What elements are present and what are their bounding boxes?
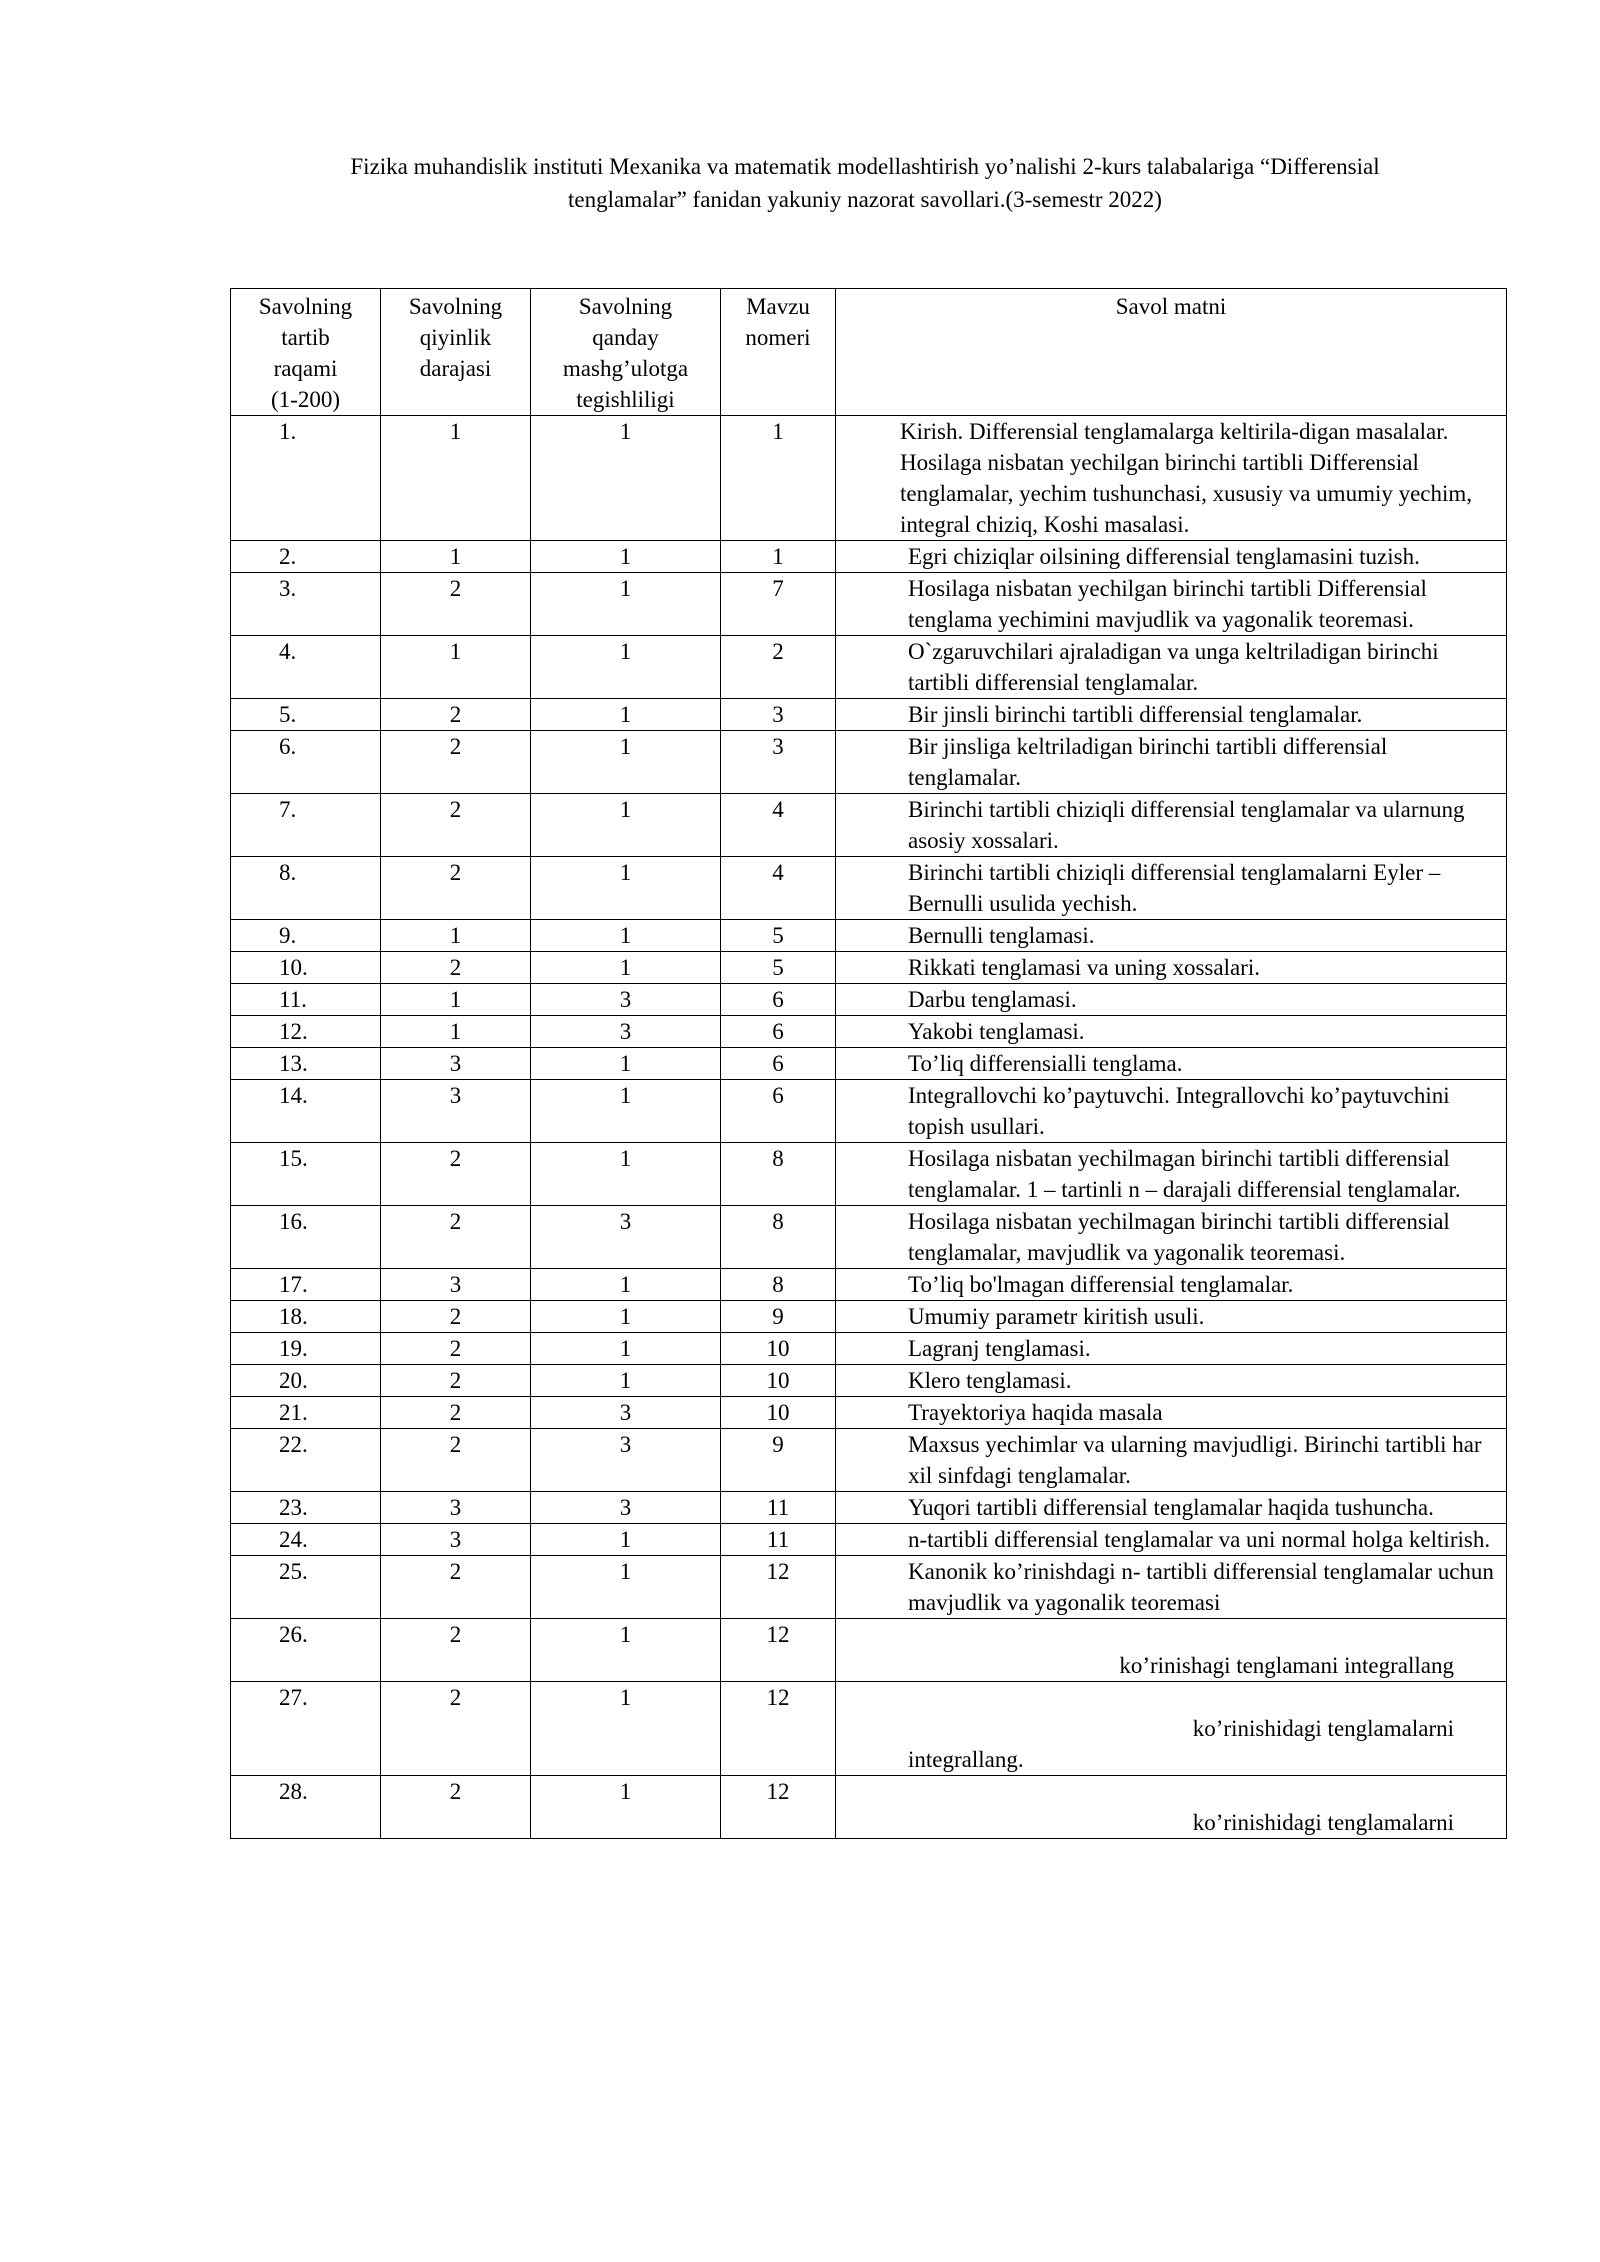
difficulty-cell: 2 xyxy=(381,1397,531,1429)
table-row xyxy=(231,1776,1507,1839)
difficulty-cell: 1 xyxy=(381,984,531,1016)
table-row xyxy=(231,1682,1507,1776)
topic-number-cell: 5 xyxy=(721,920,836,952)
session-type-cell: 1 xyxy=(531,636,721,699)
question-number-cell: 1. xyxy=(231,416,381,541)
session-type-cell: 1 xyxy=(531,699,721,731)
table-row xyxy=(231,1429,1507,1492)
session-type-cell: 3 xyxy=(531,1429,721,1492)
header-question-number: Savolning tartib raqami (1-200) xyxy=(231,289,381,416)
session-type-cell: 1 xyxy=(531,1333,721,1365)
difficulty-cell: 2 xyxy=(381,1556,531,1619)
topic-number-cell: 1 xyxy=(721,416,836,541)
topic-number-cell: 6 xyxy=(721,1080,836,1143)
question-text-cell: Trayektoriya haqida masala xyxy=(836,1397,1507,1429)
difficulty-cell: 2 xyxy=(381,731,531,794)
question-number-cell: 28. xyxy=(231,1776,381,1839)
difficulty-cell: 3 xyxy=(381,1492,531,1524)
difficulty-cell: 2 xyxy=(381,573,531,636)
title-line-2: tenglamalar” fanidan yakuniy nazorat savollari.(3-semestr 2022) xyxy=(568,187,1162,212)
question-text-cell: Integrallovchi ko’paytuvchi. Integrallovchi ko’paytuvchini topish usullari. xyxy=(836,1080,1507,1143)
table-row xyxy=(231,1619,1507,1682)
topic-number-cell: 12 xyxy=(721,1556,836,1619)
question-text-cell: Egri chiziqlar oilsining differensial tenglamasini tuzish. xyxy=(836,541,1507,573)
difficulty-cell: 3 xyxy=(381,1524,531,1556)
formula-placeholder xyxy=(908,1619,1494,1650)
topic-number-cell: 10 xyxy=(721,1365,836,1397)
difficulty-cell: 2 xyxy=(381,952,531,984)
session-type-cell: 1 xyxy=(531,1776,721,1839)
session-type-cell: 1 xyxy=(531,1269,721,1301)
difficulty-cell: 2 xyxy=(381,699,531,731)
difficulty-cell: 1 xyxy=(381,541,531,573)
question-text: ko’rinishidagi tenglamalarni xyxy=(1192,1716,1454,1741)
question-number-cell: 17. xyxy=(231,1269,381,1301)
session-type-cell: 1 xyxy=(531,541,721,573)
topic-number-cell: 3 xyxy=(721,731,836,794)
session-type-cell: 3 xyxy=(531,1492,721,1524)
table-row xyxy=(231,1206,1507,1269)
difficulty-cell: 2 xyxy=(381,1682,531,1776)
difficulty-cell: 3 xyxy=(381,1080,531,1143)
difficulty-cell: 2 xyxy=(381,1333,531,1365)
table-row xyxy=(231,984,1507,1016)
formula-placeholder xyxy=(908,1682,1494,1713)
question-number-cell: 16. xyxy=(231,1206,381,1269)
difficulty-cell: 3 xyxy=(381,1048,531,1080)
difficulty-cell: 2 xyxy=(381,857,531,920)
question-text-cell xyxy=(836,1776,1507,1839)
question-text-cell: Hosilaga nisbatan yechilmagan birinchi tartibli differensial tenglamalar. 1 – tartinli n – darajali differensial tenglamalar. xyxy=(836,1143,1507,1206)
difficulty-cell: 1 xyxy=(381,920,531,952)
table-row xyxy=(231,1365,1507,1397)
question-number-cell: 21. xyxy=(231,1397,381,1429)
question-number-cell: 27. xyxy=(231,1682,381,1776)
question-text-cell: To’liq differensialli tenglama. xyxy=(836,1048,1507,1080)
difficulty-cell: 2 xyxy=(381,1429,531,1492)
question-text-cell: Bir jinsli birinchi tartibli differensial tenglamalar. xyxy=(836,699,1507,731)
question-number-cell: 12. xyxy=(231,1016,381,1048)
topic-number-cell: 12 xyxy=(721,1682,836,1776)
question-number-cell: 4. xyxy=(231,636,381,699)
table-row xyxy=(231,416,1507,541)
difficulty-cell: 2 xyxy=(381,794,531,857)
question-text-cell: Birinchi tartibli chiziqli differensial tenglamalar va ularnung asosiy xossalari. xyxy=(836,794,1507,857)
question-text-cell: Umumiy parametr kiritish usuli. xyxy=(836,1301,1507,1333)
question-text-cell xyxy=(836,1619,1507,1682)
topic-number-cell: 9 xyxy=(721,1429,836,1492)
session-type-cell: 1 xyxy=(531,857,721,920)
table-header-row xyxy=(231,289,1507,416)
difficulty-cell: 2 xyxy=(381,1619,531,1682)
session-type-cell: 3 xyxy=(531,984,721,1016)
topic-number-cell: 1 xyxy=(721,541,836,573)
question-number-cell: 23. xyxy=(231,1492,381,1524)
question-number-cell: 11. xyxy=(231,984,381,1016)
session-type-cell: 1 xyxy=(531,1524,721,1556)
table-row xyxy=(231,1397,1507,1429)
topic-number-cell: 6 xyxy=(721,1016,836,1048)
topic-number-cell: 10 xyxy=(721,1333,836,1365)
table-row xyxy=(231,541,1507,573)
question-text-cell: Bernulli tenglamasi. xyxy=(836,920,1507,952)
title-line-1: Fizika muhandislik instituti Mexanika va matematik modellashtirish yo’nalishi 2-kurs talabalariga “Differensial xyxy=(350,154,1380,179)
table-row xyxy=(231,1048,1507,1080)
question-number-cell: 2. xyxy=(231,541,381,573)
question-number-cell: 26. xyxy=(231,1619,381,1682)
question-text-cell: O`zgaruvchilari ajraladigan va unga keltriladigan birinchi tartibli differensial tenglamalar. xyxy=(836,636,1507,699)
table-row xyxy=(231,699,1507,731)
topic-number-cell: 4 xyxy=(721,794,836,857)
session-type-cell: 1 xyxy=(531,1301,721,1333)
session-type-cell: 3 xyxy=(531,1206,721,1269)
question-number-cell: 10. xyxy=(231,952,381,984)
question-text-cell: Kanonik ko’rinishdagi n- tartibli differensial tenglamalar uchun mavjudlik va yagonalik teoremasi xyxy=(836,1556,1507,1619)
question-number-cell: 8. xyxy=(231,857,381,920)
topic-number-cell: 9 xyxy=(721,1301,836,1333)
question-number-cell: 3. xyxy=(231,573,381,636)
session-type-cell: 3 xyxy=(531,1016,721,1048)
table-row xyxy=(231,857,1507,920)
session-type-cell: 1 xyxy=(531,731,721,794)
table-row xyxy=(231,1016,1507,1048)
difficulty-cell: 3 xyxy=(381,1269,531,1301)
questions-table xyxy=(230,288,1507,1839)
document-title xyxy=(230,150,1500,216)
session-type-cell: 1 xyxy=(531,1143,721,1206)
question-text-continued: integrallang. xyxy=(908,1747,1024,1772)
question-text-cell: Maxsus yechimlar va ularning mavjudligi. Birinchi tartibli har xil sinfdagi tenglamalar. xyxy=(836,1429,1507,1492)
question-text-cell: Klero tenglamasi. xyxy=(836,1365,1507,1397)
table-row xyxy=(231,636,1507,699)
topic-number-cell: 2 xyxy=(721,636,836,699)
table-row xyxy=(231,1269,1507,1301)
topic-number-cell: 12 xyxy=(721,1619,836,1682)
formula-placeholder xyxy=(908,1776,1494,1807)
session-type-cell: 1 xyxy=(531,416,721,541)
session-type-cell: 3 xyxy=(531,1397,721,1429)
question-text-cell: Hosilaga nisbatan yechilgan birinchi tartibli Differensial tenglama yechimini mavjudlik va yagonalik teoremasi. xyxy=(836,573,1507,636)
table-row xyxy=(231,920,1507,952)
question-text-cell: To’liq bo'lmagan differensial tenglamalar. xyxy=(836,1269,1507,1301)
header-difficulty: Savolning qiyinlik darajasi xyxy=(381,289,531,416)
session-type-cell: 1 xyxy=(531,1080,721,1143)
question-number-cell: 6. xyxy=(231,731,381,794)
table-row xyxy=(231,1556,1507,1619)
difficulty-cell: 2 xyxy=(381,1143,531,1206)
question-text-cell: Bir jinsliga keltriladigan birinchi tartibli differensial tenglamalar. xyxy=(836,731,1507,794)
header-topic-number: Mavzu nomeri xyxy=(721,289,836,416)
header-session-type: Savolning qanday mashg’ulotga tegishliligi xyxy=(531,289,721,416)
topic-number-cell: 6 xyxy=(721,1048,836,1080)
question-text-cell: Lagranj tenglamasi. xyxy=(836,1333,1507,1365)
question-number-cell: 7. xyxy=(231,794,381,857)
question-text-cell xyxy=(836,1682,1507,1776)
table-row xyxy=(231,1333,1507,1365)
session-type-cell: 1 xyxy=(531,573,721,636)
table-row xyxy=(231,1143,1507,1206)
question-text-cell: n-tartibli differensial tenglamalar va uni normal holga keltirish. xyxy=(836,1524,1507,1556)
question-number-cell: 9. xyxy=(231,920,381,952)
topic-number-cell: 11 xyxy=(721,1492,836,1524)
difficulty-cell: 2 xyxy=(381,1301,531,1333)
topic-number-cell: 10 xyxy=(721,1397,836,1429)
table-row xyxy=(231,1524,1507,1556)
session-type-cell: 1 xyxy=(531,1556,721,1619)
session-type-cell: 1 xyxy=(531,1365,721,1397)
question-number-cell: 18. xyxy=(231,1301,381,1333)
question-number-cell: 25. xyxy=(231,1556,381,1619)
question-text-cell: Yakobi tenglamasi. xyxy=(836,1016,1507,1048)
table-row xyxy=(231,731,1507,794)
question-text: ko’rinishidagi tenglamalarni xyxy=(1192,1810,1454,1835)
session-type-cell: 1 xyxy=(531,1048,721,1080)
question-number-cell: 20. xyxy=(231,1365,381,1397)
topic-number-cell: 8 xyxy=(721,1269,836,1301)
question-number-cell: 15. xyxy=(231,1143,381,1206)
topic-number-cell: 11 xyxy=(721,1524,836,1556)
question-number-cell: 14. xyxy=(231,1080,381,1143)
question-number-cell: 19. xyxy=(231,1333,381,1365)
session-type-cell: 1 xyxy=(531,794,721,857)
topic-number-cell: 3 xyxy=(721,699,836,731)
question-number-cell: 24. xyxy=(231,1524,381,1556)
question-number-cell: 5. xyxy=(231,699,381,731)
session-type-cell: 1 xyxy=(531,952,721,984)
table-row xyxy=(231,794,1507,857)
question-number-cell: 13. xyxy=(231,1048,381,1080)
topic-number-cell: 8 xyxy=(721,1206,836,1269)
session-type-cell: 1 xyxy=(531,920,721,952)
header-question-text: Savol matni xyxy=(836,289,1507,416)
question-text-cell: Yuqori tartibli differensial tenglamalar haqida tushuncha. xyxy=(836,1492,1507,1524)
question-text: ko’rinishagi tenglamani integrallang xyxy=(1119,1653,1454,1678)
table-row xyxy=(231,573,1507,636)
topic-number-cell: 12 xyxy=(721,1776,836,1839)
topic-number-cell: 8 xyxy=(721,1143,836,1206)
difficulty-cell: 2 xyxy=(381,1776,531,1839)
question-text-cell: Rikkati tenglamasi va uning xossalari. xyxy=(836,952,1507,984)
table-row xyxy=(231,1301,1507,1333)
session-type-cell: 1 xyxy=(531,1619,721,1682)
topic-number-cell: 4 xyxy=(721,857,836,920)
difficulty-cell: 2 xyxy=(381,1206,531,1269)
question-text-cell: Kirish. Differensial tenglamalarga keltirila-digan masalalar. Hosilaga nisbatan yechilgan birinchi tartibli Differensial tenglamalar, yechim tushunchasi, xususiy va umumiy yechim, integral chiziq, Koshi masalasi. xyxy=(836,416,1507,541)
table-row xyxy=(231,952,1507,984)
question-text-cell: Hosilaga nisbatan yechilmagan birinchi tartibli differensial tenglamalar, mavjudlik va yagonalik teoremasi. xyxy=(836,1206,1507,1269)
question-text-cell: Birinchi tartibli chiziqli differensial tenglamalarni Eyler – Bernulli usulida yechish. xyxy=(836,857,1507,920)
question-number-cell: 22. xyxy=(231,1429,381,1492)
topic-number-cell: 6 xyxy=(721,984,836,1016)
table-row xyxy=(231,1492,1507,1524)
difficulty-cell: 2 xyxy=(381,1365,531,1397)
topic-number-cell: 7 xyxy=(721,573,836,636)
difficulty-cell: 1 xyxy=(381,636,531,699)
question-text-cell: Darbu tenglamasi. xyxy=(836,984,1507,1016)
difficulty-cell: 1 xyxy=(381,1016,531,1048)
difficulty-cell: 1 xyxy=(381,416,531,541)
table-row xyxy=(231,1080,1507,1143)
session-type-cell: 1 xyxy=(531,1682,721,1776)
topic-number-cell: 5 xyxy=(721,952,836,984)
